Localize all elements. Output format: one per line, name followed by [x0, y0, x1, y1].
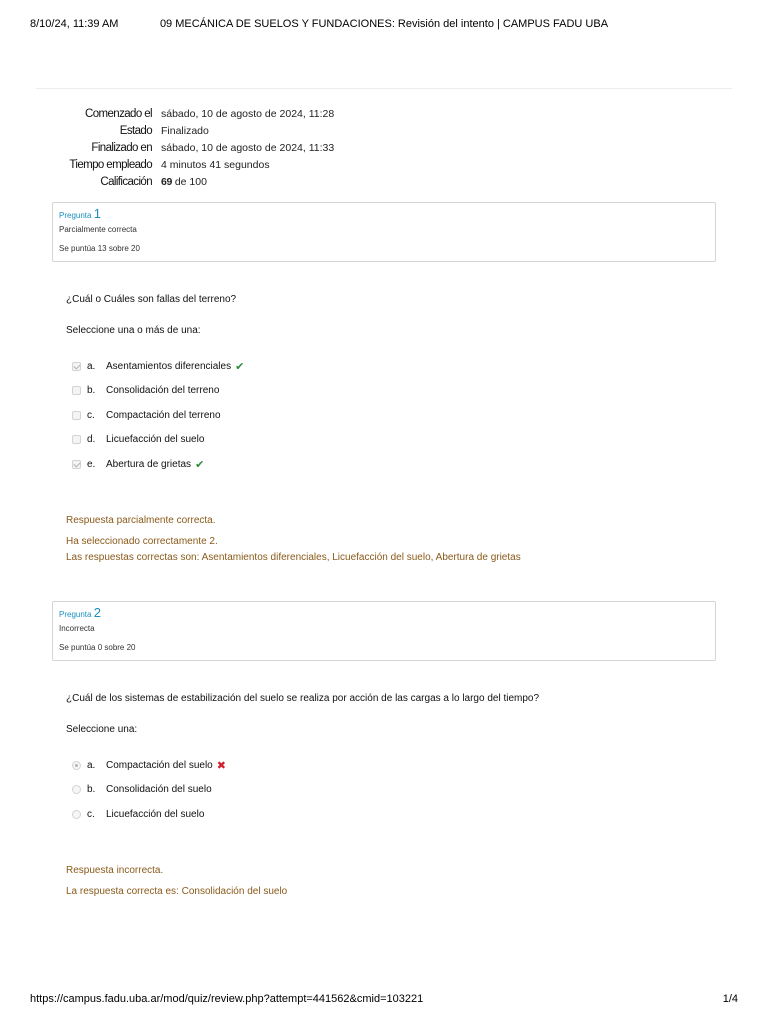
- question-1-feedback-status: Respuesta parcialmente correcta.: [66, 515, 216, 526]
- answer-letter: e.: [87, 458, 96, 470]
- question-number: [59, 207, 709, 221]
- cross-icon: ✖: [216, 759, 226, 772]
- print-datetime: 8/10/24, 11:39 AM: [30, 18, 119, 30]
- question-state: Parcialmente correcta: [59, 225, 137, 234]
- page-number: 1/4: [722, 993, 738, 1005]
- answer-option[interactable]: [72, 758, 226, 772]
- question-2-prompt: Seleccione una:: [66, 724, 138, 735]
- summary-row-started: [52, 106, 472, 123]
- question-1-correct-answers: Las respuestas correctas son: Asentamientos diferenciales, Licuefacción del suelo, Abertura de grietas: [66, 552, 521, 563]
- answer-text: Licuefacción del suelo: [106, 808, 205, 820]
- question-1-prompt: Seleccione una o más de una:: [66, 325, 201, 336]
- question-2-text: ¿Cuál de los sistemas de estabilización del suelo se realiza por acción de las cargas a lo largo del tiempo?: [66, 693, 540, 704]
- summary-row-finished: [52, 140, 472, 157]
- checkbox[interactable]: [72, 411, 81, 420]
- answer-text: Consolidación del suelo: [106, 783, 212, 795]
- answer-letter: c.: [87, 808, 95, 820]
- question-label: Pregunta: [59, 610, 92, 619]
- checkbox[interactable]: [72, 435, 81, 444]
- question-number-value: 1: [93, 206, 101, 221]
- grade-suffix: de 100: [174, 175, 207, 188]
- answer-option[interactable]: [72, 383, 219, 397]
- summary-label: Calificación: [100, 175, 152, 188]
- question-1-text: ¿Cuál o Cuáles son fallas del terreno?: [66, 294, 237, 305]
- answer-letter: b.: [87, 384, 96, 396]
- attempt-summary: [52, 106, 472, 190]
- question-grade: Se puntúa 0 sobre 20: [59, 643, 136, 652]
- print-footer: [30, 993, 738, 1009]
- page-url: https://campus.fadu.uba.ar/mod/quiz/review.php?attempt=441562&cmid=103221: [30, 993, 424, 1005]
- top-divider: [36, 88, 732, 89]
- answer-option[interactable]: [72, 432, 204, 446]
- question-label: Pregunta: [59, 211, 92, 220]
- answer-text: Abertura de grietas: [106, 458, 192, 470]
- checkbox-checked[interactable]: [72, 460, 81, 469]
- answer-letter: c.: [87, 409, 95, 421]
- answer-option[interactable]: [72, 807, 204, 821]
- summary-value: sábado, 10 de agosto de 2024, 11:33: [161, 141, 335, 154]
- answer-option[interactable]: [72, 408, 221, 422]
- question-1-feedback-detail: Ha seleccionado correctamente 2.: [66, 536, 218, 547]
- summary-value: 4 minutos 41 segundos: [161, 158, 270, 171]
- answer-text: Consolidación del terreno: [106, 384, 220, 396]
- summary-row-grade: [52, 173, 472, 190]
- summary-row-state: [52, 123, 472, 140]
- summary-label: Estado: [119, 125, 152, 138]
- answer-text: Compactación del terreno: [106, 409, 221, 421]
- question-number-value: 2: [93, 605, 101, 620]
- summary-label: Finalizado en: [91, 141, 152, 154]
- answer-option[interactable]: [72, 359, 244, 373]
- answer-letter: a.: [87, 360, 96, 372]
- answer-text: Compactación del suelo: [106, 759, 213, 771]
- summary-value: Finalizado: [161, 125, 209, 138]
- question-2-feedback-status: Respuesta incorrecta.: [66, 865, 164, 876]
- summary-value: sábado, 10 de agosto de 2024, 11:28: [161, 108, 335, 121]
- summary-label: Tiempo empleado: [69, 158, 152, 171]
- question-state: Incorrecta: [59, 624, 95, 633]
- radio-selected[interactable]: [72, 761, 81, 770]
- summary-label: Comenzado el: [85, 108, 152, 121]
- answer-text: Asentamientos diferenciales: [106, 360, 232, 372]
- grade-score: 69: [161, 175, 172, 188]
- answer-letter: d.: [87, 433, 96, 445]
- checkbox-checked[interactable]: [72, 362, 81, 371]
- question-1-info: [52, 202, 716, 262]
- answer-letter: b.: [87, 783, 96, 795]
- question-2-correct-answer: La respuesta correcta es: Consolidación del suelo: [66, 886, 288, 897]
- summary-row-time: [52, 156, 472, 173]
- summary-value: [161, 176, 207, 188]
- question-grade: Se puntúa 13 sobre 20: [59, 244, 140, 253]
- radio[interactable]: [72, 810, 81, 819]
- question-2-info: [52, 601, 716, 661]
- radio[interactable]: [72, 785, 81, 794]
- question-number: [59, 606, 709, 620]
- print-page-title: 09 MECÁNICA DE SUELOS Y FUNDACIONES: Revisión del intento | CAMPUS FADU UBA: [159, 18, 609, 30]
- answer-text: Licuefacción del suelo: [106, 433, 205, 445]
- answer-option[interactable]: [72, 782, 212, 796]
- check-icon: ✔: [195, 458, 205, 471]
- print-header: [30, 18, 738, 34]
- answer-letter: a.: [87, 759, 96, 771]
- answer-option[interactable]: [72, 457, 204, 471]
- check-icon: ✔: [235, 360, 245, 373]
- checkbox[interactable]: [72, 386, 81, 395]
